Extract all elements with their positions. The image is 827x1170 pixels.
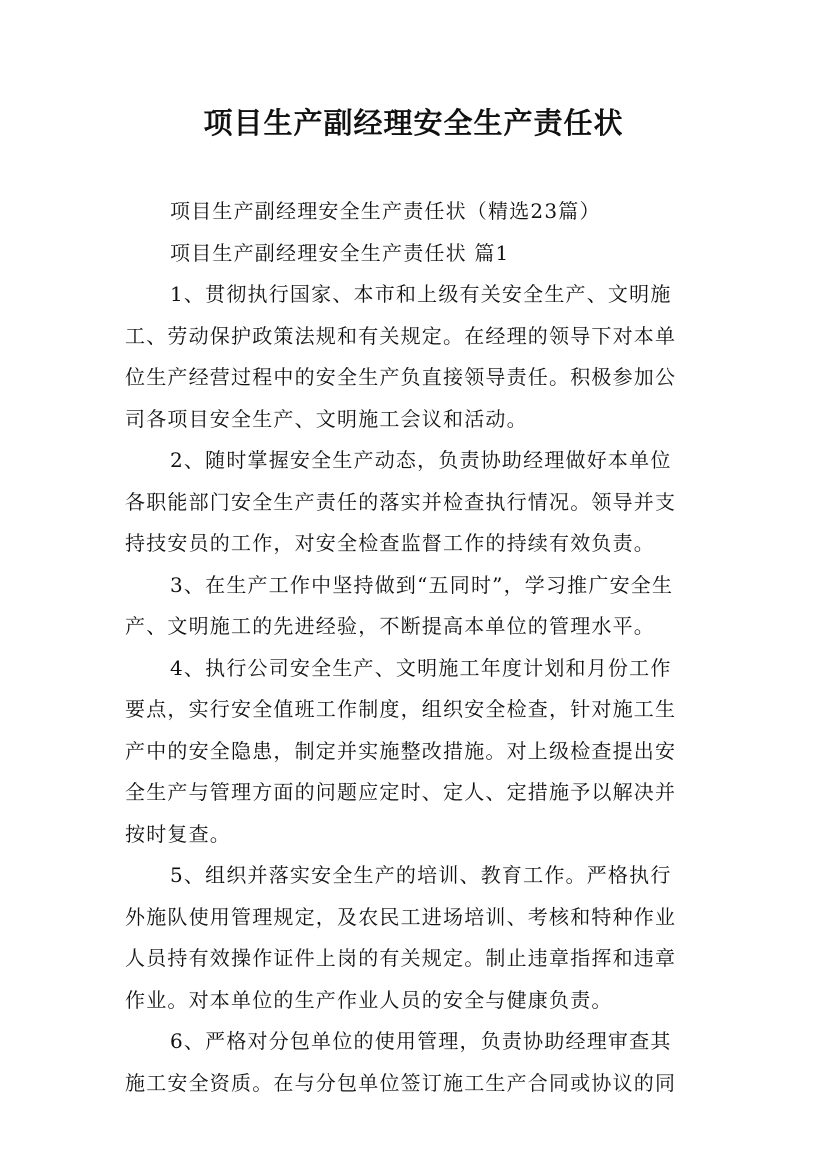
text-line: 司各项目安全生产、文明施工会议和活动。 <box>125 406 528 431</box>
text-line: 作业。对本单位的生产作业人员的安全与健康负责。 <box>125 987 613 1012</box>
text-line: 工、劳动保护政策法规和有关规定。在经理的领导下对本单 <box>125 323 677 348</box>
text-line: 人员持有效操作证件上岗的有关规定。制止违章指挥和违章 <box>125 946 677 970</box>
text-line: 全生产与管理方面的问题应定时、定人、定措施予以解决并 <box>125 780 677 804</box>
text-line: 项目生产副经理安全生产责任状（精选23篇） <box>170 199 601 223</box>
text-line: 3、在生产工作中坚持做到“五同时”，学习推广安全生 <box>170 572 674 597</box>
text-line: 按时复查。 <box>125 821 231 846</box>
text-line: 5、组织并落实安全生产的培训、教育工作。严格执行 <box>170 863 672 887</box>
document-body <box>125 191 705 1104</box>
text-line: 产中的安全隐患，制定并实施整改措施。对上级检查提出安 <box>125 738 677 763</box>
text-line: 6、严格对分包单位的使用管理，负责协助经理审查其 <box>170 1029 672 1053</box>
document-title: 项目生产副经理安全生产责任状 <box>203 106 624 140</box>
text-line: 4、执行公司安全生产、文明施工年度计划和月份工作 <box>170 655 672 680</box>
text-line: 要点，实行安全值班工作制度，组织安全检查，针对施工生 <box>125 697 677 721</box>
text-line: 施工安全资质。在与分包单位签订施工生产合同或协议的同 <box>125 1070 677 1095</box>
text-line: 持技安员的工作，对安全检查监督工作的持续有效负责。 <box>125 531 655 555</box>
text-line: 产、文明施工的先进经验，不断提高本单位的管理水平。 <box>125 614 655 638</box>
text-line: 2、随时掌握安全生产动态，负责协助经理做好本单位 <box>170 448 672 472</box>
text-line: 外施队使用管理规定，及农民工进场培训、考核和特种作业 <box>125 904 677 929</box>
text-line: 各职能部门安全生产责任的落实并检查执行情况。领导并支 <box>125 489 677 514</box>
text-line: 位生产经营过程中的安全生产负直接领导责任。积极参加公 <box>125 365 677 389</box>
text-line: 项目生产副经理安全生产责任状 篇1 <box>170 240 510 265</box>
text-line: 1、贯彻执行国家、本市和上级有关安全生产、文明施 <box>170 282 672 306</box>
